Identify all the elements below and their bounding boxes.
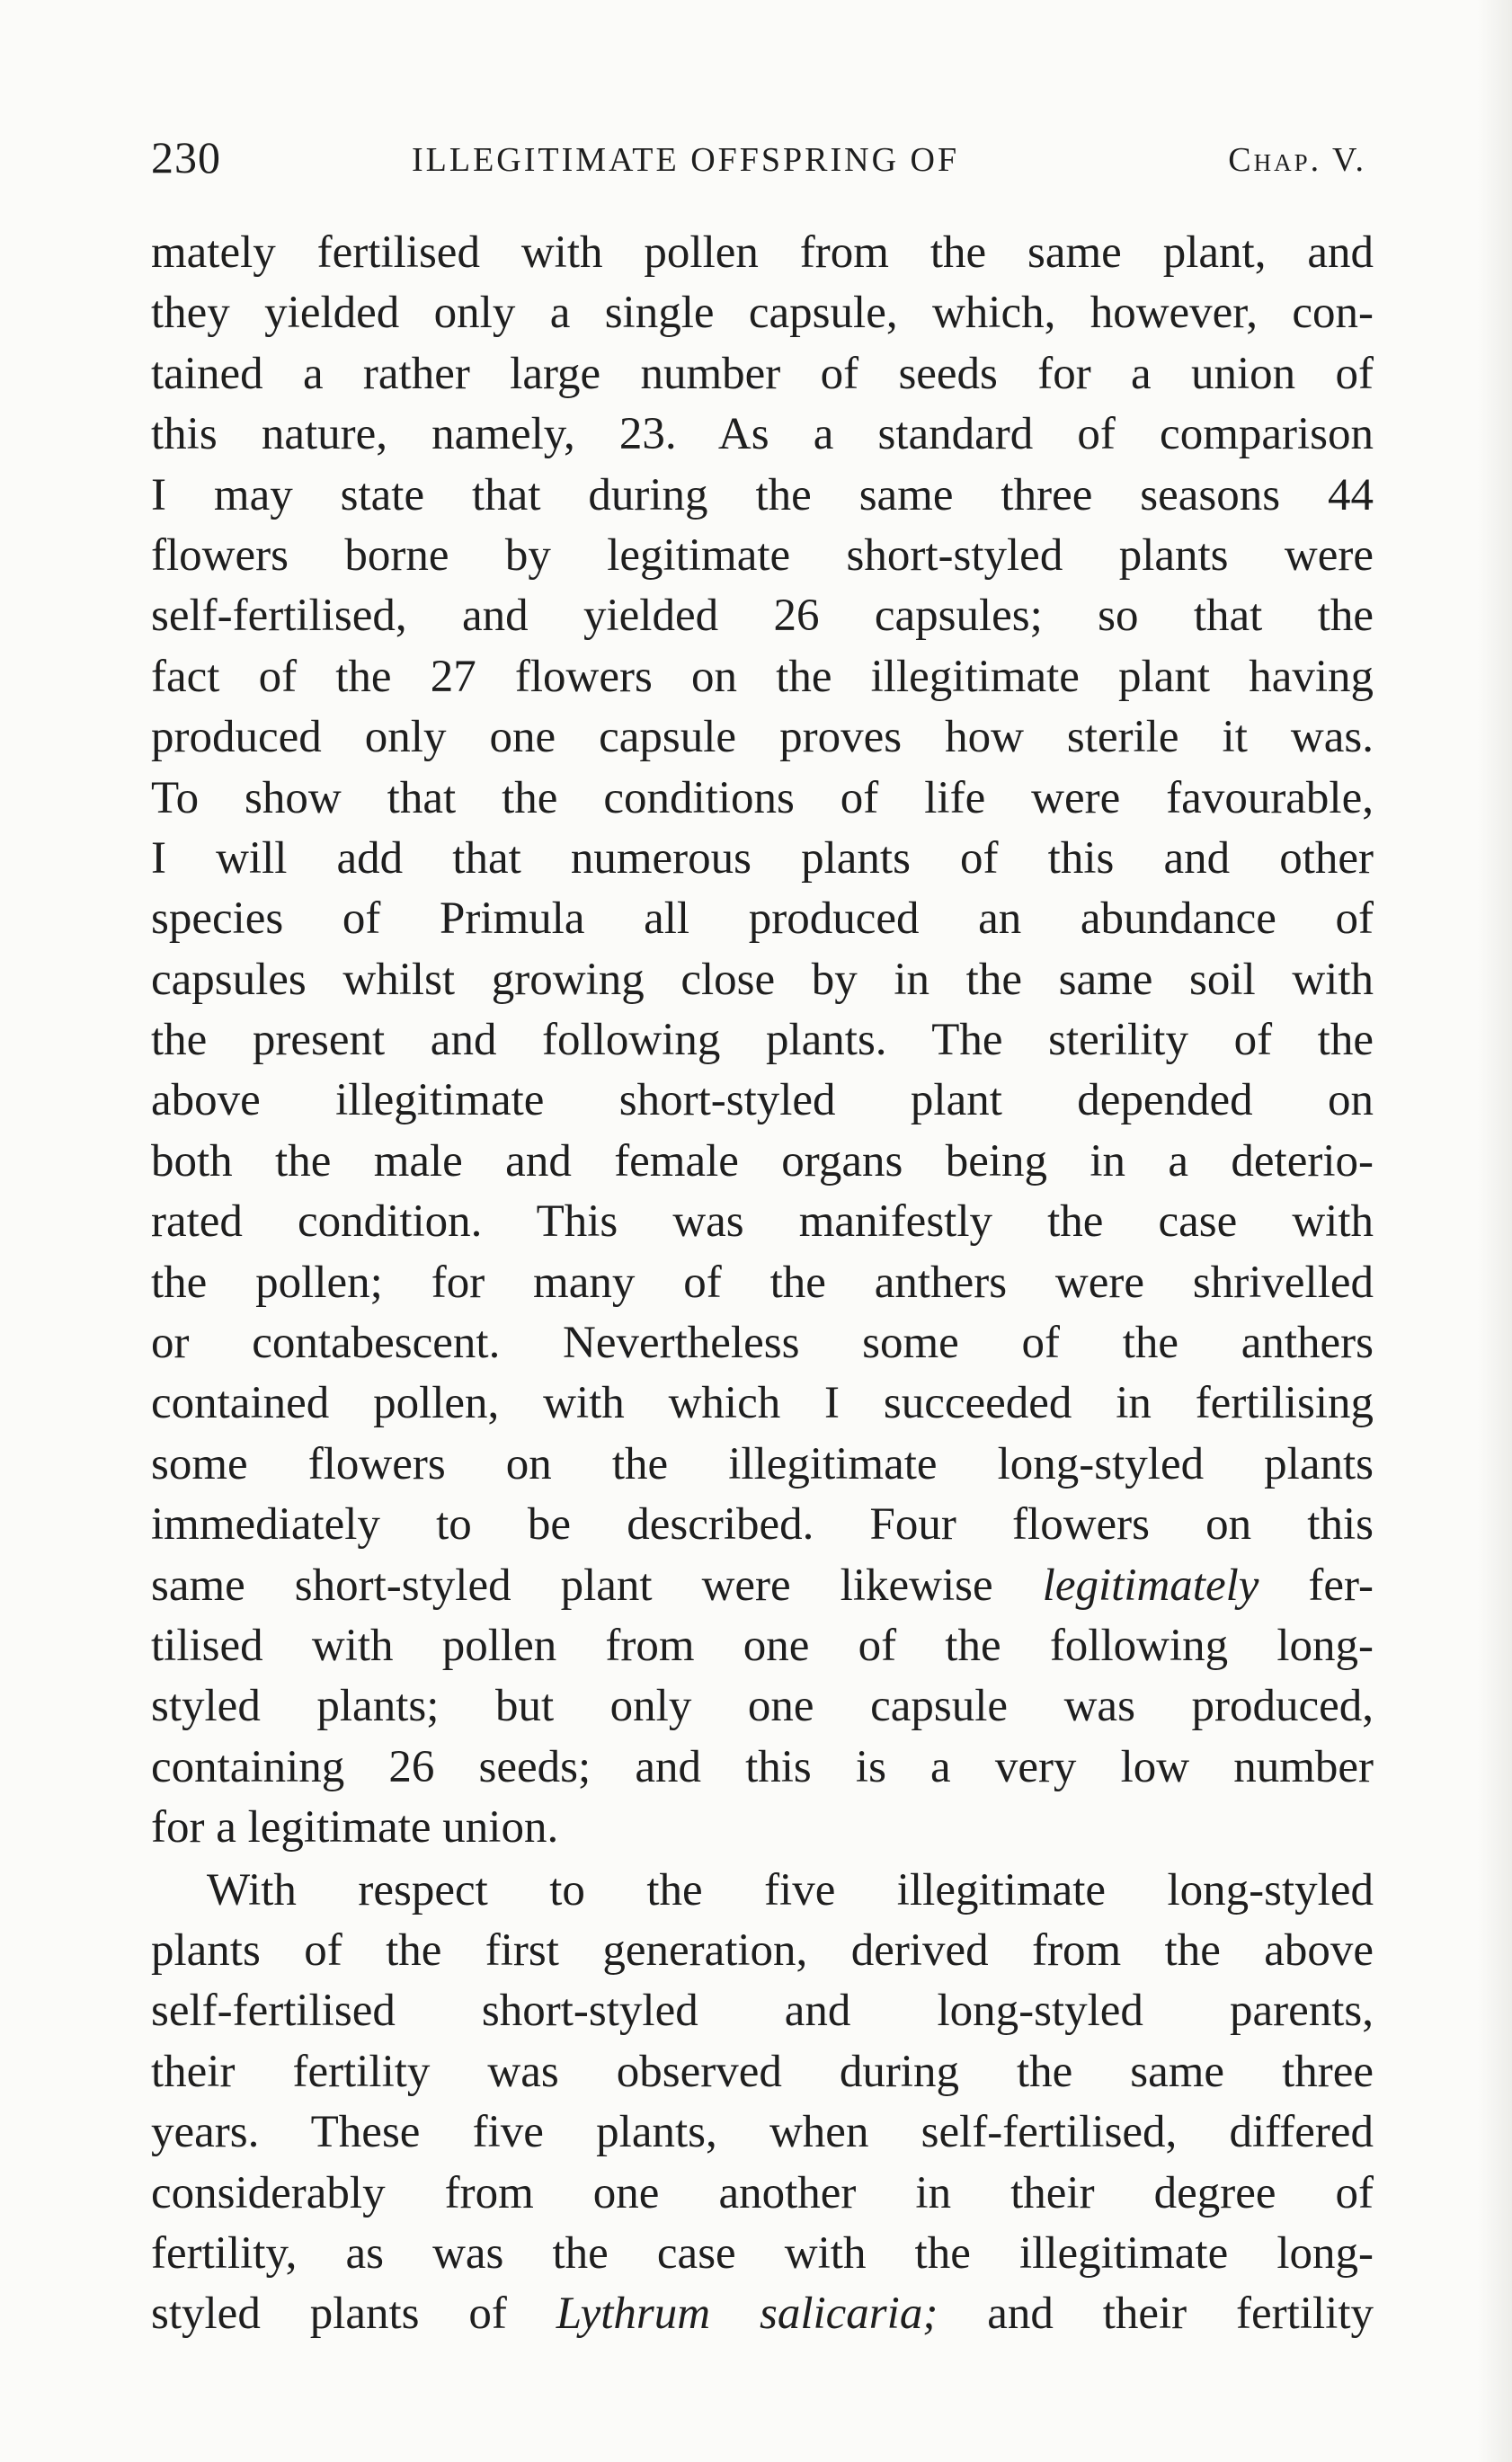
running-title: ILLEGITIMATE OFFSPRING OF xyxy=(412,141,960,179)
text-line: their fertility was observed during the same three xyxy=(151,2046,1374,2097)
text-line: rated condition. This was manifestly the case with xyxy=(151,1196,1374,1248)
text-line: flowers borne by legitimate short-styled plants were xyxy=(151,529,1374,581)
page-number: 230 xyxy=(151,132,221,182)
text-line: mately fertilised with pollen from the same plant, and xyxy=(151,227,1374,278)
text-line: self-fertilised short-styled and long-styled parents, xyxy=(151,1986,1374,2037)
text-line: species of Primula all produced an abundance of xyxy=(151,893,1374,945)
text-line: the present and following plants. The sterility of the xyxy=(151,1015,1374,1066)
paragraph xyxy=(151,1861,1374,2345)
text-line: for a legitimate union. xyxy=(151,1802,559,1853)
text-line: capsules whilst growing close by in the same soil with xyxy=(151,954,1374,1005)
text-line: this nature, namely, 23. As a standard of comparison xyxy=(151,409,1374,460)
italic-term: legitimately xyxy=(1042,1560,1259,1611)
text-line: With respect to the five illegitimate long-styled xyxy=(207,1864,1374,1915)
text-line: immediately to be described. Four flowers on this xyxy=(151,1499,1374,1551)
text-line: contained pollen, with which I succeeded in fertilising xyxy=(151,1378,1374,1429)
text-line: plants of the first generation, derived from the above xyxy=(151,1924,1374,1976)
text-line: fertility, as was the case with the illegitimate long- xyxy=(151,2227,1374,2279)
text-line: or contabescent. Nevertheless some of the anthers xyxy=(151,1318,1374,1369)
text-line: containing 26 seeds; and this is a very low number xyxy=(151,1741,1374,1792)
text-line: tilised with pollen from one of the following long- xyxy=(151,1620,1374,1671)
text-line: years. These five plants, when self-fertilised, differed xyxy=(151,2107,1374,2158)
text-line: produced only one capsule proves how sterile it was. xyxy=(151,712,1374,763)
text-line xyxy=(151,1556,1374,1616)
text-run: and their fertility xyxy=(938,2289,1374,2340)
chapter-reference: Chap. V. xyxy=(1228,141,1366,179)
text-line: To show that the conditions of life were favourable, xyxy=(151,772,1374,823)
text-line: considerably from one another in their degree of xyxy=(151,2167,1374,2218)
text-line: styled plants; but only one capsule was produced, xyxy=(151,1681,1374,1732)
running-header xyxy=(151,126,1366,189)
text-line: both the male and female organs being in a deterio- xyxy=(151,1135,1374,1187)
text-line: the pollen; for many of the anthers were shrivelled xyxy=(151,1257,1374,1308)
text-line: I may state that during the same three seasons 44 xyxy=(151,469,1374,520)
text-line: some flowers on the illegitimate long-styled plants xyxy=(151,1438,1374,1489)
text-run: fer- xyxy=(1259,1560,1374,1611)
text-line: I will add that numerous plants of this and other xyxy=(151,832,1374,884)
text-line: tained a rather large number of seeds for a union of xyxy=(151,348,1374,399)
text-run: styled plants of xyxy=(151,2289,556,2340)
text-run: same short-styled plant were likewise xyxy=(151,1560,1043,1611)
italic-species-name: Lythrum salicaria; xyxy=(556,2289,938,2340)
paragraph xyxy=(151,223,1374,1859)
text-line: fact of the 27 flowers on the illegitimate plant having xyxy=(151,651,1374,702)
text-line: above illegitimate short-styled plant depended on xyxy=(151,1075,1374,1126)
text-line xyxy=(151,2284,1374,2344)
body-text xyxy=(151,223,1374,2345)
text-line: they yielded only a single capsule, which, however, con- xyxy=(151,288,1374,339)
page-edge-shadow xyxy=(1478,0,1512,2462)
text-line: self-fertilised, and yielded 26 capsules; so that the xyxy=(151,591,1374,642)
